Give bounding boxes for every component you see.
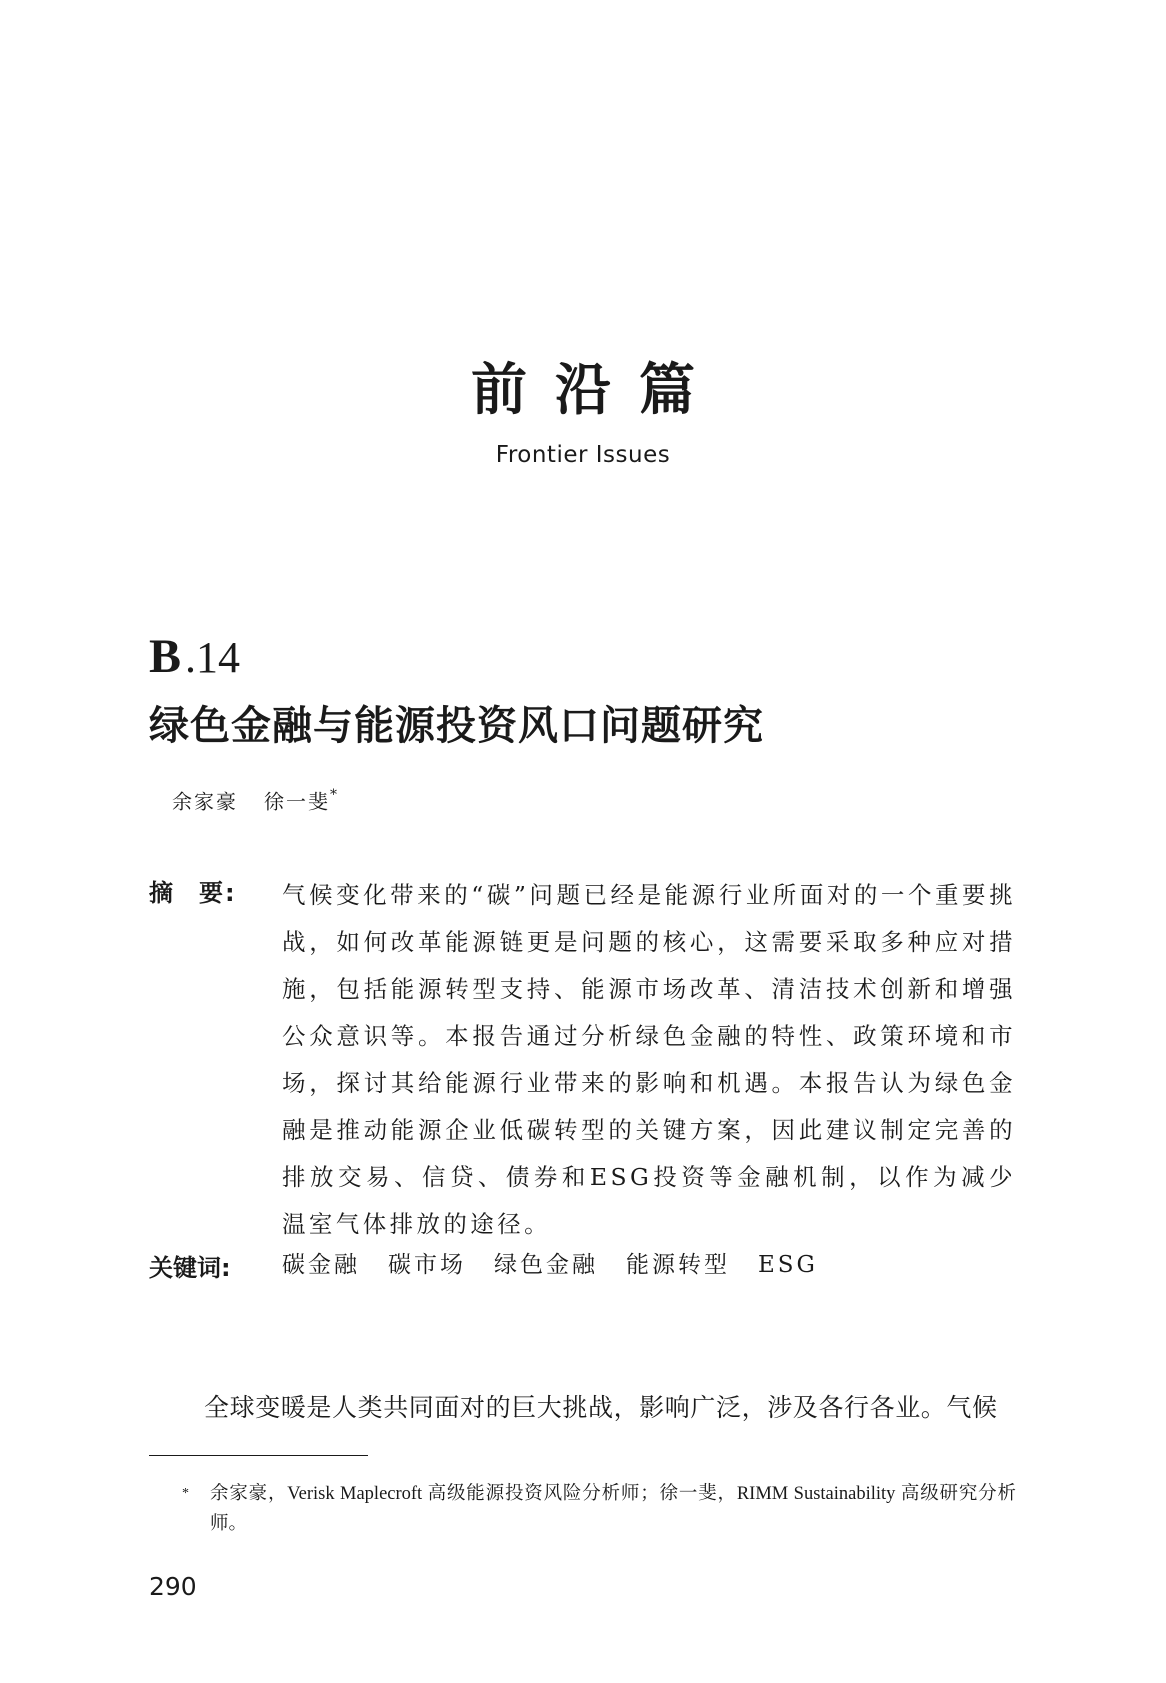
abstract-label-first: 摘 [149, 879, 175, 907]
footnote-divider [149, 1455, 368, 1456]
footnote-text: 余家豪，Verisk Maplecroft 高级能源投资风险分析师；徐一斐，RIMM Sustainability 高级研究分析师。 [210, 1484, 1016, 1534]
body-paragraph: 全球变暖是人类共同面对的巨大挑战，影响广泛，涉及各行各业。气候 [204, 1393, 998, 1422]
chapter-letter: B [149, 630, 182, 683]
keyword: 碳市场 [388, 1252, 466, 1278]
footnote-marker: * [182, 1486, 189, 1501]
keyword: 能源转型 [626, 1252, 730, 1278]
keyword: 绿色金融 [494, 1252, 598, 1278]
abstract-label-second: 要: [199, 879, 237, 907]
author-first: 余家豪 [172, 789, 238, 814]
keywords-list [282, 1254, 846, 1277]
part-subtitle: Frontier Issues [495, 442, 671, 468]
chapter-index: .14 [185, 633, 241, 682]
keywords-label: 关键词: [149, 1254, 231, 1282]
abstract-label [149, 881, 237, 905]
chapter-number [149, 630, 241, 683]
abstract-text: 气候变化带来的“碳”问题已经是能源行业所面对的一个重要挑战，如何改革能源链更是问题的核心，这需要采取多种应对措施，包括能源转型支持、能源市场改革、清洁技术创新和增强公众意识等。本报告通过分析绿色金融的特性、政策环境和市场，探讨其给能源行业带来的影响和机遇。本报告认为绿色金融是推动能源企业低碳转型的关键方案，因此建议制定完善的排放交易、信贷、债券和ESG投资等金融机制，以作为减少温室气体排放的途径。 [282, 881, 1016, 1238]
author-second: 徐一斐 [264, 789, 330, 814]
authors [172, 787, 339, 814]
keyword: ESG [758, 1252, 818, 1278]
footnote [182, 1479, 1016, 1539]
page-number: 290 [149, 1572, 197, 1601]
author-footnote-marker: * [330, 787, 339, 803]
keyword: 碳金融 [282, 1252, 360, 1278]
part-title: 前沿篇 [471, 357, 723, 423]
chapter-title: 绿色金融与能源投资风口问题研究 [149, 702, 764, 749]
